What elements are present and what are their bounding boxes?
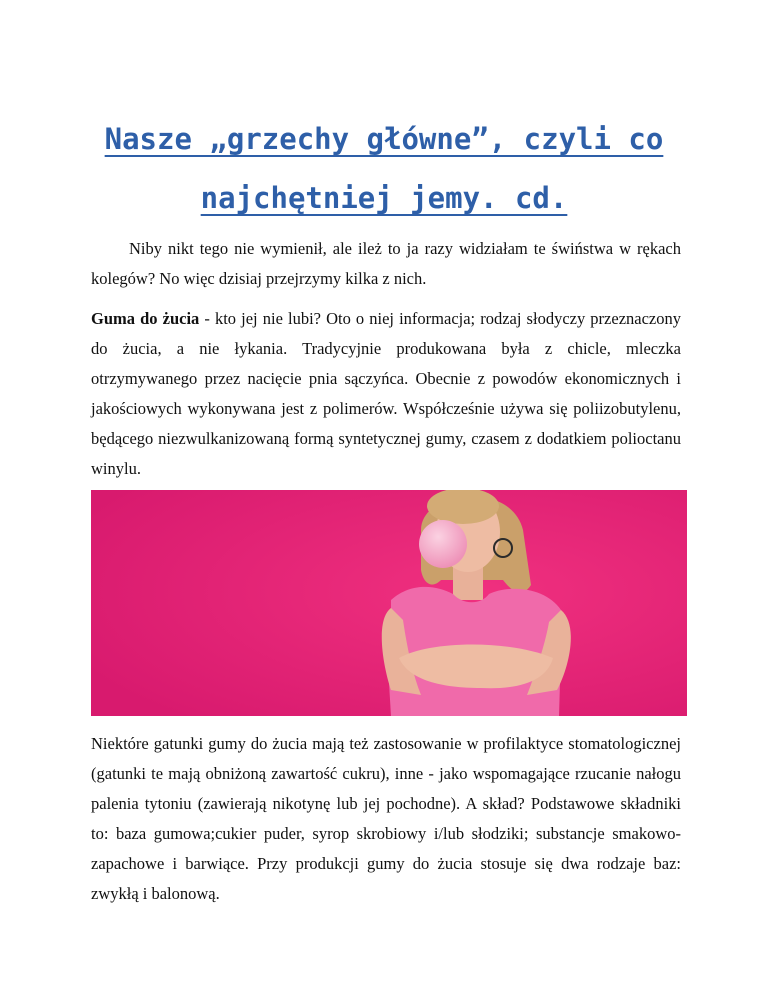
gum-bubble [419, 520, 467, 568]
title-line-2: najchętniej jemy. cd. [200, 181, 568, 215]
gum-paragraph [91, 304, 681, 484]
woman-blowing-bubble-illustration [91, 490, 687, 716]
title-line-1: Nasze „grzechy główne”, czyli co [104, 122, 664, 156]
gum-term: Guma do żucia [91, 309, 200, 328]
gum-description: - kto jej nie lubi? Oto o niej informacja; rodzaj słodyczy przeznaczony do żucia, a nie łykania. Tradycyjnie produkowana była z chicle, mleczka otrzymywanego przez nacięcie pnia sączyńca. Obecnie z powodów ekonomicznych i jakościowych wykonywana jest z polimerów. Współcześnie używa się poliizobutylenu, będącego niezwulkanizowaną formą syntetycznej gumy, czasem z dodatkiem polioctanu winylu. [91, 309, 681, 478]
chewing-gum-photo [91, 490, 687, 716]
continuation-paragraph: Niektóre gatunki gumy do żucia mają też zastosowanie w profilaktyce stomatologicznej (gatunki te mają obniżoną zawartość cukru), inne - jako wspomagające rzucanie nałogu palenia tytoniu (zawierają nikotynę lub jej pochodne). A skład? Podstawowe składniki to: baza gumowa;cukier puder, syrop skrobiowy i/lub słodziki; substancje smakowo-zapachowe i barwiące. Przy produkcji gumy do żucia stosuje się dwa rodzaje baz: zwykłą i balonową. [91, 734, 681, 903]
intro-paragraph: Niby nikt tego nie wymienił, ale ileż to ja razy widziałam te świństwa w rękach kolegów? No więc dzisiaj przejrzymy kilka z nich. [91, 239, 681, 288]
page-title [60, 110, 708, 228]
